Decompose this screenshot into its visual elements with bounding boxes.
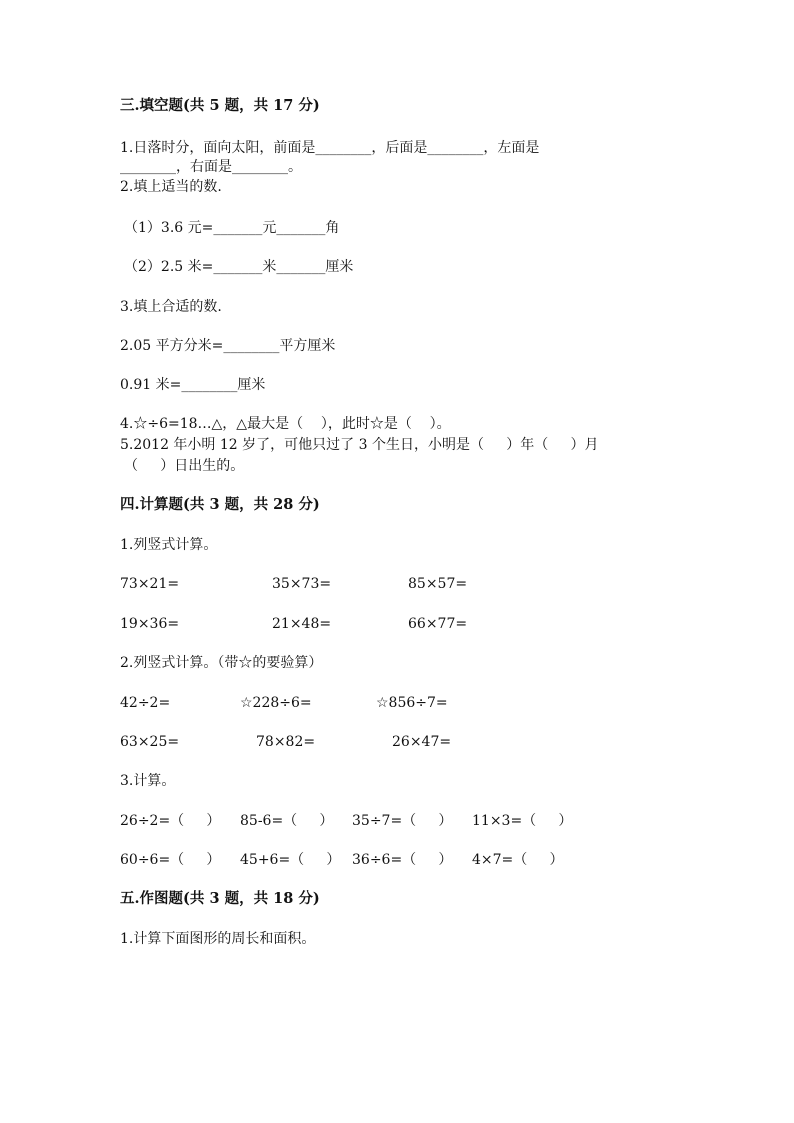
q4-3-prompt: 3.计算。 — [120, 773, 176, 789]
problem: 78×82= — [256, 734, 316, 750]
q3-1-line1: 1.日落时分，面向太阳，前面是________，后面是________，左面是 — [120, 140, 540, 156]
problem: 36÷6=（ ） — [352, 852, 453, 868]
problem: 35÷7=（ ） — [352, 813, 453, 829]
problem: 42÷2= — [120, 695, 171, 711]
problem: 19×36= — [120, 616, 180, 632]
q5-1-prompt: 1.计算下面图形的周长和面积。 — [120, 931, 316, 947]
q3-1-line2: ________，右面是________。 — [120, 159, 302, 175]
q3-5-line2: （ ）日出生的。 — [124, 458, 245, 474]
q4-3-row-1 — [0, 812, 794, 830]
section-5-heading: 五.作图题(共 3 题，共 18 分) — [120, 890, 320, 907]
q4-1-prompt: 1.列竖式计算。 — [120, 537, 218, 553]
section-3-heading: 三.填空题(共 5 题，共 17 分) — [120, 97, 320, 114]
problem: 63×25= — [120, 734, 180, 750]
problem: 26×47= — [392, 734, 452, 750]
q3-3-prompt: 3.填上合适的数. — [120, 299, 222, 315]
q4-2-prompt: 2.列竖式计算。（带☆的要验算） — [120, 655, 323, 671]
q3-3-part-a: 2.05 平方分米=________平方厘米 — [120, 338, 336, 354]
q3-3-part-b: 0.91 米=________厘米 — [120, 377, 266, 393]
problem: 4×7=（ ） — [472, 852, 564, 868]
problem: 35×73= — [272, 576, 332, 592]
problem: 21×48= — [272, 616, 332, 632]
q3-2-prompt: 2.填上适当的数. — [120, 179, 222, 195]
problem: ☆856÷7= — [376, 695, 448, 711]
q3-5-line1: 5.2012 年小明 12 岁了，可他只过了 3 个生日，小明是（ ）年（ ）月 — [120, 437, 599, 453]
problem: ☆228÷6= — [240, 695, 312, 711]
problem: 11×3=（ ） — [472, 813, 573, 829]
problem: 66×77= — [408, 616, 468, 632]
q4-1-row-2 — [0, 615, 794, 633]
q4-3-row-2 — [0, 851, 794, 869]
q3-2-part-a: （1）3.6 元=_______元_______角 — [124, 220, 340, 236]
problem: 73×21= — [120, 576, 180, 592]
problem: 45+6=（ ） — [240, 852, 341, 868]
q3-2-part-b: （2）2.5 米=_______米_______厘米 — [124, 259, 354, 275]
problem: 85×57= — [408, 576, 468, 592]
problem: 26÷2=（ ） — [120, 813, 221, 829]
q4-2-row-2 — [0, 733, 794, 751]
problem: 85-6=（ ） — [240, 813, 334, 829]
section-4-heading: 四.计算题(共 3 题，共 28 分) — [120, 496, 320, 513]
problem: 60÷6=（ ） — [120, 852, 221, 868]
q4-1-row-1 — [0, 575, 794, 593]
q4-2-row-1 — [0, 694, 794, 712]
q3-4: 4.☆÷6=18…△，△最大是（ ），此时☆是（ ）。 — [120, 416, 451, 432]
